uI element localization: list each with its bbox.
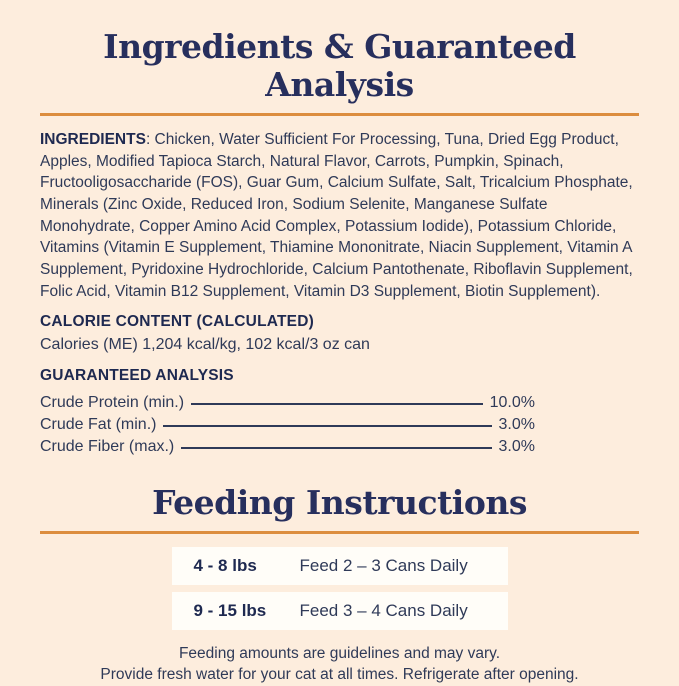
analysis-row-crude-protein bbox=[40, 392, 535, 414]
ingredients-paragraph bbox=[40, 129, 639, 303]
guaranteed-analysis-heading: GUARANTEED ANALYSIS bbox=[40, 366, 234, 384]
analysis-value: 3.0% bbox=[498, 438, 535, 456]
analysis-label: Crude Fiber (max.) bbox=[40, 438, 175, 456]
feeding-note-line2: Provide fresh water for your cat at all times. Refrigerate after opening. bbox=[100, 666, 579, 684]
calorie-content-heading: CALORIE CONTENT (CALCULATED) bbox=[40, 313, 314, 331]
analysis-label: Crude Protein (min.) bbox=[40, 393, 185, 411]
feeding-row-small-cat bbox=[172, 547, 508, 585]
accent-divider-bottom bbox=[40, 531, 639, 534]
analysis-value: 10.0% bbox=[489, 393, 535, 411]
analysis-value: 3.0% bbox=[498, 416, 535, 434]
analysis-label: Crude Fat (min.) bbox=[40, 416, 157, 434]
analysis-row-crude-fiber bbox=[40, 436, 535, 458]
feeding-table bbox=[40, 547, 639, 630]
weight-range: 9 - 15 lbs bbox=[193, 601, 267, 621]
feeding-section-title: Feeding Instructions bbox=[152, 483, 527, 523]
ingredients-label: INGREDIENTS bbox=[40, 130, 146, 148]
feeding-amount: Feed 2 – 3 Cans Daily bbox=[299, 556, 468, 576]
analysis-row-crude-fat bbox=[40, 414, 535, 436]
weight-range: 4 - 8 lbs bbox=[193, 556, 257, 576]
leader-line bbox=[181, 447, 491, 449]
calorie-content-value: Calories (ME) 1,204 kcal/kg, 102 kcal/3 oz can bbox=[40, 336, 370, 354]
feeding-amount: Feed 3 – 4 Cans Daily bbox=[299, 601, 468, 621]
ingredients-section-title: Ingredients & Guaranteed Analysis bbox=[103, 27, 576, 104]
feeding-note-line1: Feeding amounts are guidelines and may vary. bbox=[178, 645, 501, 663]
accent-divider-top bbox=[40, 113, 639, 116]
guaranteed-analysis-table bbox=[40, 392, 535, 458]
leader-line bbox=[163, 425, 491, 427]
leader-line bbox=[191, 403, 483, 405]
ingredients-text: : Chicken, Water Sufficient For Processing, Tuna, Dried Egg Product, Apples, Modified Tapioca Starch, Natural Flavor, Carrots, Pumpkin, Spinach, Fructooligosaccharide (FOS), Guar Gum, Calcium Sulfate, Salt, Tricalcium Phosphate, Minerals (Zinc Oxide, Reduced Iron, Sodium Selenite, Manganese Sulfate Monohydrate, Copper Amino Acid Complex, Potassium Iodide), Potassium Chloride, Vitamins (Vitamin E Supplement, Thiamine Mononitrate, Niacin Supplement, Vitamin A Supplement, Pyridoxine Hydrochloride, Calcium Pantothenate, Riboflavin Supplement, Folic Acid, Vitamin B12 Supplement, Vitamin D3 Supplement, Biotin Supplement). bbox=[40, 130, 633, 300]
feeding-row-large-cat bbox=[172, 592, 508, 630]
